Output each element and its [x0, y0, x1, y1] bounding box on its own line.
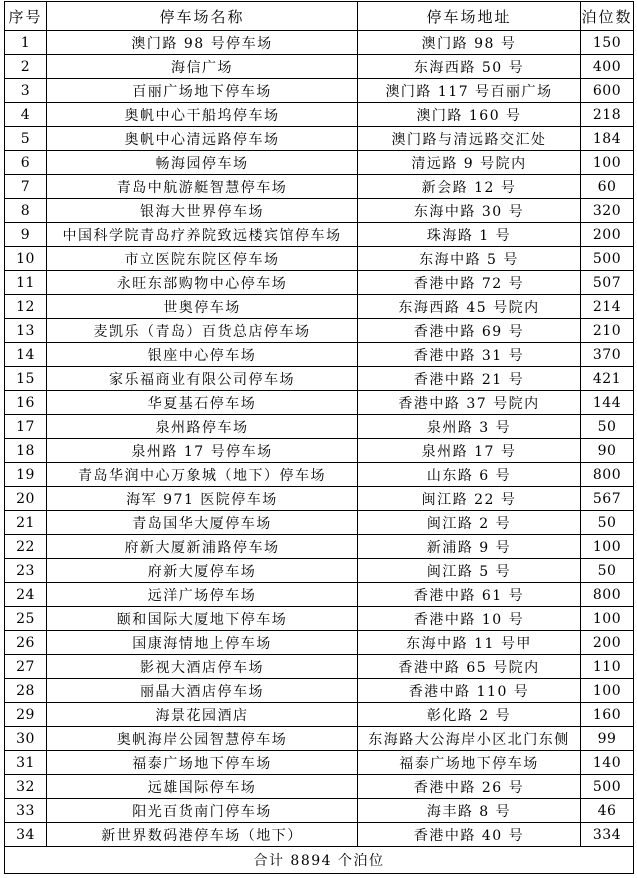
cell-address: 澳门路 117 号百丽广场: [358, 79, 581, 103]
table-row: [5, 103, 634, 127]
cell-index: 24: [5, 583, 47, 607]
cell-address: 香港中路 40 号: [358, 823, 581, 847]
cell-spaces: 214: [581, 295, 634, 319]
cell-spaces: 100: [581, 607, 634, 631]
cell-index: 32: [5, 775, 47, 799]
cell-address: 珠海路 1 号: [358, 223, 581, 247]
cell-name: 百丽广场地下停车场: [47, 79, 358, 103]
cell-index: 9: [5, 223, 47, 247]
table-row: [5, 55, 634, 79]
cell-spaces: 334: [581, 823, 634, 847]
cell-index: 27: [5, 655, 47, 679]
cell-spaces: 100: [581, 151, 634, 175]
cell-name: 新世界数码港停车场（地下）: [47, 823, 358, 847]
total-cell: 合计 8894 个泊位: [5, 847, 634, 874]
cell-address: 香港中路 72 号: [358, 271, 581, 295]
cell-spaces: 500: [581, 247, 634, 271]
table-row: [5, 583, 634, 607]
cell-spaces: 46: [581, 799, 634, 823]
cell-spaces: 800: [581, 463, 634, 487]
cell-spaces: 160: [581, 703, 634, 727]
table-row: [5, 679, 634, 703]
table-row: [5, 823, 634, 847]
cell-index: 30: [5, 727, 47, 751]
cell-spaces: 90: [581, 439, 634, 463]
cell-index: 14: [5, 343, 47, 367]
cell-spaces: 50: [581, 511, 634, 535]
cell-index: 17: [5, 415, 47, 439]
header-index: 序号: [5, 2, 47, 31]
cell-address: 香港中路 10 号: [358, 607, 581, 631]
table-row: [5, 247, 634, 271]
cell-address: 香港中路 65 号院内: [358, 655, 581, 679]
table-row: [5, 511, 634, 535]
cell-index: 20: [5, 487, 47, 511]
cell-name: 银海大世界停车场: [47, 199, 358, 223]
cell-address: 东海中路 11 号甲: [358, 631, 581, 655]
cell-name: 国康海情地上停车场: [47, 631, 358, 655]
table-row: [5, 559, 634, 583]
cell-index: 29: [5, 703, 47, 727]
cell-spaces: 210: [581, 319, 634, 343]
cell-address: 海丰路 8 号: [358, 799, 581, 823]
cell-index: 19: [5, 463, 47, 487]
cell-index: 23: [5, 559, 47, 583]
cell-index: 5: [5, 127, 47, 151]
table-row: [5, 535, 634, 559]
cell-index: 3: [5, 79, 47, 103]
cell-spaces: 370: [581, 343, 634, 367]
cell-name: 丽晶大酒店停车场: [47, 679, 358, 703]
cell-index: 22: [5, 535, 47, 559]
cell-name: 世奥停车场: [47, 295, 358, 319]
cell-name: 远洋广场停车场: [47, 583, 358, 607]
cell-address: 香港中路 37 号院内: [358, 391, 581, 415]
cell-address: 闽江路 2 号: [358, 511, 581, 535]
cell-address: 泉州路 17 号: [358, 439, 581, 463]
cell-name: 海景花园酒店: [47, 703, 358, 727]
cell-index: 6: [5, 151, 47, 175]
cell-spaces: 60: [581, 175, 634, 199]
cell-index: 2: [5, 55, 47, 79]
table-row: [5, 271, 634, 295]
table-row: [5, 343, 634, 367]
cell-address: 闽江路 5 号: [358, 559, 581, 583]
cell-address: 澳门路 98 号: [358, 31, 581, 55]
cell-address: 东海西路 50 号: [358, 55, 581, 79]
table-row: [5, 127, 634, 151]
cell-spaces: 320: [581, 199, 634, 223]
table-row: [5, 799, 634, 823]
cell-name: 青岛华润中心万象城（地下）停车场: [47, 463, 358, 487]
cell-index: 25: [5, 607, 47, 631]
cell-spaces: 144: [581, 391, 634, 415]
cell-index: 15: [5, 367, 47, 391]
cell-address: 香港中路 31 号: [358, 343, 581, 367]
table-row: [5, 655, 634, 679]
table-row: [5, 79, 634, 103]
table-row: [5, 439, 634, 463]
table-row: [5, 631, 634, 655]
cell-spaces: 50: [581, 415, 634, 439]
cell-address: 闽江路 22 号: [358, 487, 581, 511]
cell-spaces: 200: [581, 631, 634, 655]
cell-index: 16: [5, 391, 47, 415]
cell-index: 4: [5, 103, 47, 127]
header-name: 停车场名称: [47, 2, 358, 31]
cell-index: 11: [5, 271, 47, 295]
cell-name: 阳光百货南门停车场: [47, 799, 358, 823]
cell-spaces: 150: [581, 31, 634, 55]
cell-address: 清远路 9 号院内: [358, 151, 581, 175]
cell-name: 银座中心停车场: [47, 343, 358, 367]
cell-name: 市立医院东院区停车场: [47, 247, 358, 271]
cell-address: 新会路 12 号: [358, 175, 581, 199]
cell-spaces: 110: [581, 655, 634, 679]
cell-name: 影视大酒店停车场: [47, 655, 358, 679]
cell-name: 奥帆海岸公园智慧停车场: [47, 727, 358, 751]
cell-index: 18: [5, 439, 47, 463]
header-spaces: 泊位数: [581, 2, 634, 31]
cell-name: 畅海园停车场: [47, 151, 358, 175]
total-row: [5, 847, 634, 874]
cell-name: 福泰广场地下停车场: [47, 751, 358, 775]
table-row: [5, 607, 634, 631]
table-row: [5, 31, 634, 55]
cell-address: 山东路 6 号: [358, 463, 581, 487]
table-row: [5, 415, 634, 439]
header-row: [5, 2, 634, 31]
cell-name: 海军 971 医院停车场: [47, 487, 358, 511]
cell-name: 麦凯乐（青岛）百货总店停车场: [47, 319, 358, 343]
cell-index: 33: [5, 799, 47, 823]
cell-name: 中国科学院青岛疗养院致远楼宾馆停车场: [47, 223, 358, 247]
cell-name: 青岛国华大厦停车场: [47, 511, 358, 535]
cell-address: 香港中路 69 号: [358, 319, 581, 343]
table-row: [5, 487, 634, 511]
cell-spaces: 50: [581, 559, 634, 583]
cell-spaces: 500: [581, 775, 634, 799]
cell-spaces: 218: [581, 103, 634, 127]
cell-spaces: 421: [581, 367, 634, 391]
table-row: [5, 775, 634, 799]
cell-address: 香港中路 110 号: [358, 679, 581, 703]
cell-name: 泉州路 17 号停车场: [47, 439, 358, 463]
cell-spaces: 567: [581, 487, 634, 511]
cell-spaces: 400: [581, 55, 634, 79]
cell-name: 府新大厦停车场: [47, 559, 358, 583]
cell-index: 7: [5, 175, 47, 199]
parking-table: [4, 1, 634, 874]
table-row: [5, 199, 634, 223]
cell-spaces: 800: [581, 583, 634, 607]
header-address: 停车场地址: [358, 2, 581, 31]
cell-spaces: 100: [581, 679, 634, 703]
cell-name: 青岛中航游艇智慧停车场: [47, 175, 358, 199]
cell-spaces: 507: [581, 271, 634, 295]
table-row: [5, 295, 634, 319]
table-row: [5, 367, 634, 391]
cell-name: 永旺东部购物中心停车场: [47, 271, 358, 295]
cell-index: 1: [5, 31, 47, 55]
cell-name: 澳门路 98 号停车场: [47, 31, 358, 55]
cell-name: 奥帆中心干船坞停车场: [47, 103, 358, 127]
table-row: [5, 391, 634, 415]
cell-address: 澳门路与清远路交汇处: [358, 127, 581, 151]
cell-address: 泉州路 3 号: [358, 415, 581, 439]
table-row: [5, 751, 634, 775]
cell-index: 13: [5, 319, 47, 343]
cell-address: 澳门路 160 号: [358, 103, 581, 127]
cell-spaces: 99: [581, 727, 634, 751]
table-row: [5, 151, 634, 175]
cell-name: 府新大厦新浦路停车场: [47, 535, 358, 559]
table-row: [5, 319, 634, 343]
cell-address: 东海路大公海岸小区北门东侧: [358, 727, 581, 751]
cell-spaces: 184: [581, 127, 634, 151]
cell-name: 海信广场: [47, 55, 358, 79]
cell-name: 泉州路停车场: [47, 415, 358, 439]
cell-name: 远雄国际停车场: [47, 775, 358, 799]
cell-address: 香港中路 61 号: [358, 583, 581, 607]
cell-name: 华夏基石停车场: [47, 391, 358, 415]
table-row: [5, 463, 634, 487]
cell-index: 12: [5, 295, 47, 319]
cell-spaces: 200: [581, 223, 634, 247]
cell-address: 香港中路 21 号: [358, 367, 581, 391]
cell-address: 东海中路 5 号: [358, 247, 581, 271]
cell-address: 东海中路 30 号: [358, 199, 581, 223]
cell-address: 香港中路 26 号: [358, 775, 581, 799]
table-row: [5, 703, 634, 727]
cell-index: 31: [5, 751, 47, 775]
cell-index: 21: [5, 511, 47, 535]
table-row: [5, 175, 634, 199]
cell-index: 8: [5, 199, 47, 223]
cell-name: 奥帆中心清远路停车场: [47, 127, 358, 151]
table-row: [5, 727, 634, 751]
cell-address: 彰化路 2 号: [358, 703, 581, 727]
cell-address: 福泰广场地下停车场: [358, 751, 581, 775]
cell-index: 10: [5, 247, 47, 271]
cell-address: 东海西路 45 号院内: [358, 295, 581, 319]
cell-index: 34: [5, 823, 47, 847]
table-row: [5, 223, 634, 247]
cell-index: 28: [5, 679, 47, 703]
cell-name: 颐和国际大厦地下停车场: [47, 607, 358, 631]
cell-spaces: 100: [581, 535, 634, 559]
cell-spaces: 600: [581, 79, 634, 103]
cell-spaces: 140: [581, 751, 634, 775]
cell-name: 家乐福商业有限公司停车场: [47, 367, 358, 391]
cell-index: 26: [5, 631, 47, 655]
cell-address: 新浦路 9 号: [358, 535, 581, 559]
